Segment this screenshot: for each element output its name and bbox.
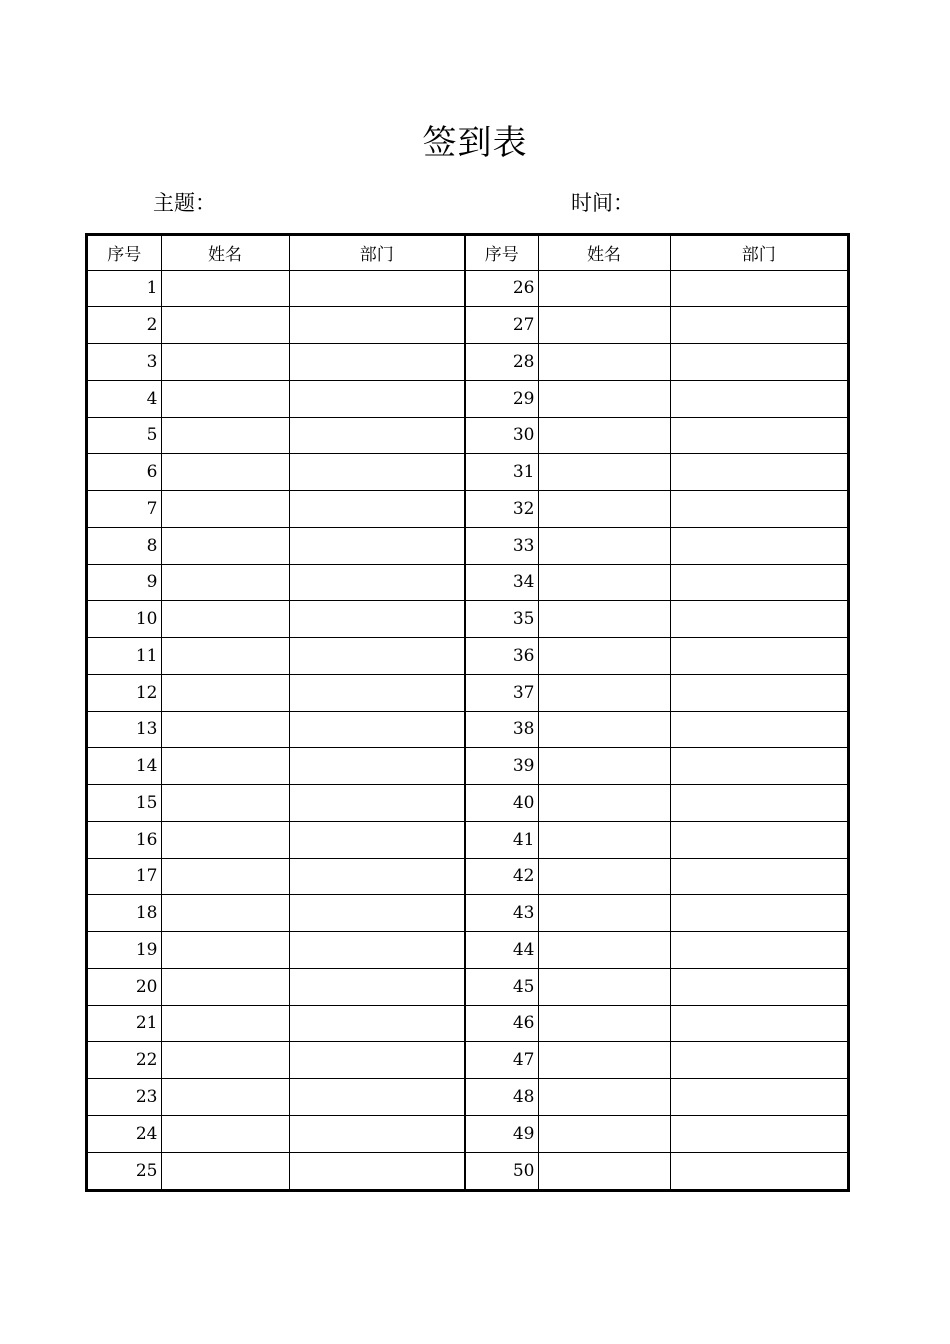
seq-cell: 25 [88,1152,161,1189]
name-cell[interactable] [538,1115,670,1152]
name-cell[interactable] [161,748,289,785]
department-cell[interactable] [670,527,847,564]
department-cell[interactable] [670,785,847,822]
seq-cell: 48 [466,1079,538,1116]
name-cell[interactable] [538,932,670,969]
name-cell[interactable] [538,601,670,638]
seq-cell: 50 [466,1152,538,1189]
department-cell[interactable] [289,270,464,307]
table-row [88,417,464,454]
table-row [466,1079,847,1116]
table-row [466,1115,847,1152]
department-cell[interactable] [670,674,847,711]
table-row [466,821,847,858]
name-cell[interactable] [161,638,289,675]
seq-cell: 18 [88,895,161,932]
department-cell[interactable] [289,601,464,638]
table-row [88,1115,464,1152]
header-department: 部门 [289,236,464,270]
department-cell[interactable] [289,638,464,675]
table-row [88,711,464,748]
department-cell[interactable] [670,1079,847,1116]
table-header-row [88,236,464,270]
name-cell[interactable] [161,1115,289,1152]
seq-cell: 40 [466,785,538,822]
department-cell[interactable] [289,821,464,858]
header-name: 姓名 [538,236,670,270]
seq-cell: 38 [466,711,538,748]
department-cell[interactable] [670,1115,847,1152]
name-cell[interactable] [538,344,670,381]
name-cell[interactable] [161,564,289,601]
table-row [466,491,847,528]
name-cell[interactable] [538,1005,670,1042]
name-cell[interactable] [161,454,289,491]
name-cell[interactable] [161,270,289,307]
department-cell[interactable] [289,1152,464,1189]
department-cell[interactable] [289,674,464,711]
department-cell[interactable] [670,821,847,858]
seq-cell: 32 [466,491,538,528]
department-cell[interactable] [670,932,847,969]
seq-cell: 49 [466,1115,538,1152]
name-cell[interactable] [538,895,670,932]
seq-cell: 47 [466,1042,538,1079]
seq-cell: 11 [88,638,161,675]
seq-cell: 43 [466,895,538,932]
table-row [466,895,847,932]
department-cell[interactable] [289,527,464,564]
seq-cell: 33 [466,527,538,564]
name-cell[interactable] [161,785,289,822]
department-cell[interactable] [289,307,464,344]
seq-cell: 10 [88,601,161,638]
table-row [88,932,464,969]
seq-cell: 2 [88,307,161,344]
table-row [88,601,464,638]
table-row [88,380,464,417]
seq-cell: 19 [88,932,161,969]
seq-cell: 44 [466,932,538,969]
time-label: 时间： [571,191,634,215]
seq-cell: 9 [88,564,161,601]
table-row [88,1042,464,1079]
name-cell[interactable] [161,674,289,711]
name-cell[interactable] [161,344,289,381]
department-cell[interactable] [289,932,464,969]
name-cell[interactable] [161,527,289,564]
name-cell[interactable] [161,821,289,858]
seq-cell: 29 [466,380,538,417]
seq-cell: 4 [88,380,161,417]
department-cell[interactable] [670,601,847,638]
table-row [88,270,464,307]
table-row [466,968,847,1005]
seq-cell: 8 [88,527,161,564]
name-cell[interactable] [538,1152,670,1189]
name-cell[interactable] [538,711,670,748]
seq-cell: 22 [88,1042,161,1079]
table-row [466,1005,847,1042]
seq-cell: 1 [88,270,161,307]
name-cell[interactable] [161,601,289,638]
table-row [466,748,847,785]
table-row [466,858,847,895]
table-row [466,1042,847,1079]
table-row [88,564,464,601]
name-cell[interactable] [538,968,670,1005]
department-cell[interactable] [670,380,847,417]
table-left-half [85,233,466,1192]
seq-cell: 23 [88,1079,161,1116]
header-name: 姓名 [161,236,289,270]
table-row [88,674,464,711]
name-cell[interactable] [538,785,670,822]
table-right-half [466,233,850,1192]
seq-cell: 31 [466,454,538,491]
table-row [466,307,847,344]
department-cell[interactable] [670,858,847,895]
department-cell[interactable] [670,748,847,785]
seq-cell: 42 [466,858,538,895]
table-row [88,527,464,564]
seq-cell: 14 [88,748,161,785]
department-cell[interactable] [670,1005,847,1042]
name-cell[interactable] [161,307,289,344]
department-cell[interactable] [670,1152,847,1189]
seq-cell: 36 [466,638,538,675]
name-cell[interactable] [161,417,289,454]
seq-cell: 13 [88,711,161,748]
seq-cell: 20 [88,968,161,1005]
name-cell[interactable] [161,1152,289,1189]
name-cell[interactable] [161,380,289,417]
department-cell[interactable] [289,711,464,748]
name-cell[interactable] [161,895,289,932]
seq-cell: 37 [466,674,538,711]
table-row [88,491,464,528]
seq-cell: 17 [88,858,161,895]
name-cell[interactable] [538,748,670,785]
table-row [88,307,464,344]
table-row [466,1152,847,1189]
department-cell[interactable] [670,454,847,491]
department-cell[interactable] [670,307,847,344]
department-cell[interactable] [670,1042,847,1079]
department-cell[interactable] [670,638,847,675]
department-cell[interactable] [670,711,847,748]
seq-cell: 35 [466,601,538,638]
name-cell[interactable] [538,821,670,858]
department-cell[interactable] [289,454,464,491]
table-row [88,344,464,381]
sign-in-table [85,233,850,1192]
table-row [88,1152,464,1189]
department-cell[interactable] [289,491,464,528]
seq-cell: 34 [466,564,538,601]
seq-cell: 12 [88,674,161,711]
department-cell[interactable] [289,895,464,932]
seq-cell: 45 [466,968,538,1005]
department-cell[interactable] [289,968,464,1005]
table-row [88,858,464,895]
seq-cell: 16 [88,821,161,858]
name-cell[interactable] [538,307,670,344]
seq-cell: 41 [466,821,538,858]
name-cell[interactable] [538,674,670,711]
name-cell[interactable] [161,491,289,528]
table-row [88,1079,464,1116]
table-row [466,564,847,601]
table-row [88,638,464,675]
name-cell[interactable] [538,417,670,454]
seq-cell: 6 [88,454,161,491]
name-cell[interactable] [161,1005,289,1042]
table-row [466,344,847,381]
seq-cell: 39 [466,748,538,785]
name-cell[interactable] [161,858,289,895]
seq-cell: 21 [88,1005,161,1042]
department-cell[interactable] [289,858,464,895]
page-title: 签到表 [422,123,528,163]
name-cell[interactable] [538,1079,670,1116]
table-row [466,527,847,564]
table-row [88,785,464,822]
seq-cell: 30 [466,417,538,454]
table-row [88,821,464,858]
department-cell[interactable] [670,491,847,528]
name-cell[interactable] [161,932,289,969]
department-cell[interactable] [670,344,847,381]
name-cell[interactable] [538,1042,670,1079]
table-row [88,895,464,932]
header-department: 部门 [670,236,847,270]
department-cell[interactable] [289,1005,464,1042]
seq-cell: 24 [88,1115,161,1152]
name-cell[interactable] [161,1079,289,1116]
department-cell[interactable] [670,564,847,601]
seq-cell: 3 [88,344,161,381]
department-cell[interactable] [289,1042,464,1079]
department-cell[interactable] [289,417,464,454]
seq-cell: 28 [466,344,538,381]
table-row [466,417,847,454]
seq-cell: 27 [466,307,538,344]
header-seq: 序号 [88,236,161,270]
department-cell[interactable] [289,564,464,601]
table-row [88,1005,464,1042]
header-seq: 序号 [466,236,538,270]
name-cell[interactable] [538,491,670,528]
department-cell[interactable] [670,895,847,932]
department-cell[interactable] [289,344,464,381]
name-cell[interactable] [161,1042,289,1079]
table-row [466,380,847,417]
seq-cell: 26 [466,270,538,307]
table-header-row [466,236,847,270]
table-row [466,711,847,748]
table-row [466,454,847,491]
table-row [466,674,847,711]
table-row [88,748,464,785]
name-cell[interactable] [538,380,670,417]
seq-cell: 46 [466,1005,538,1042]
table-row [466,932,847,969]
department-cell[interactable] [670,270,847,307]
table-row [466,270,847,307]
table-row [466,638,847,675]
seq-cell: 15 [88,785,161,822]
name-cell[interactable] [538,527,670,564]
table-row [88,454,464,491]
seq-cell: 7 [88,491,161,528]
department-cell[interactable] [289,380,464,417]
department-cell[interactable] [289,748,464,785]
seq-cell: 5 [88,417,161,454]
table-row [88,968,464,1005]
name-cell[interactable] [161,711,289,748]
name-cell[interactable] [538,454,670,491]
table-row [466,785,847,822]
department-cell[interactable] [289,1079,464,1116]
department-cell[interactable] [670,968,847,1005]
department-cell[interactable] [289,1115,464,1152]
department-cell[interactable] [670,417,847,454]
name-cell[interactable] [538,638,670,675]
department-cell[interactable] [289,785,464,822]
name-cell[interactable] [161,968,289,1005]
name-cell[interactable] [538,858,670,895]
table-row [466,601,847,638]
subject-label: 主题： [153,191,216,215]
name-cell[interactable] [538,564,670,601]
name-cell[interactable] [538,270,670,307]
